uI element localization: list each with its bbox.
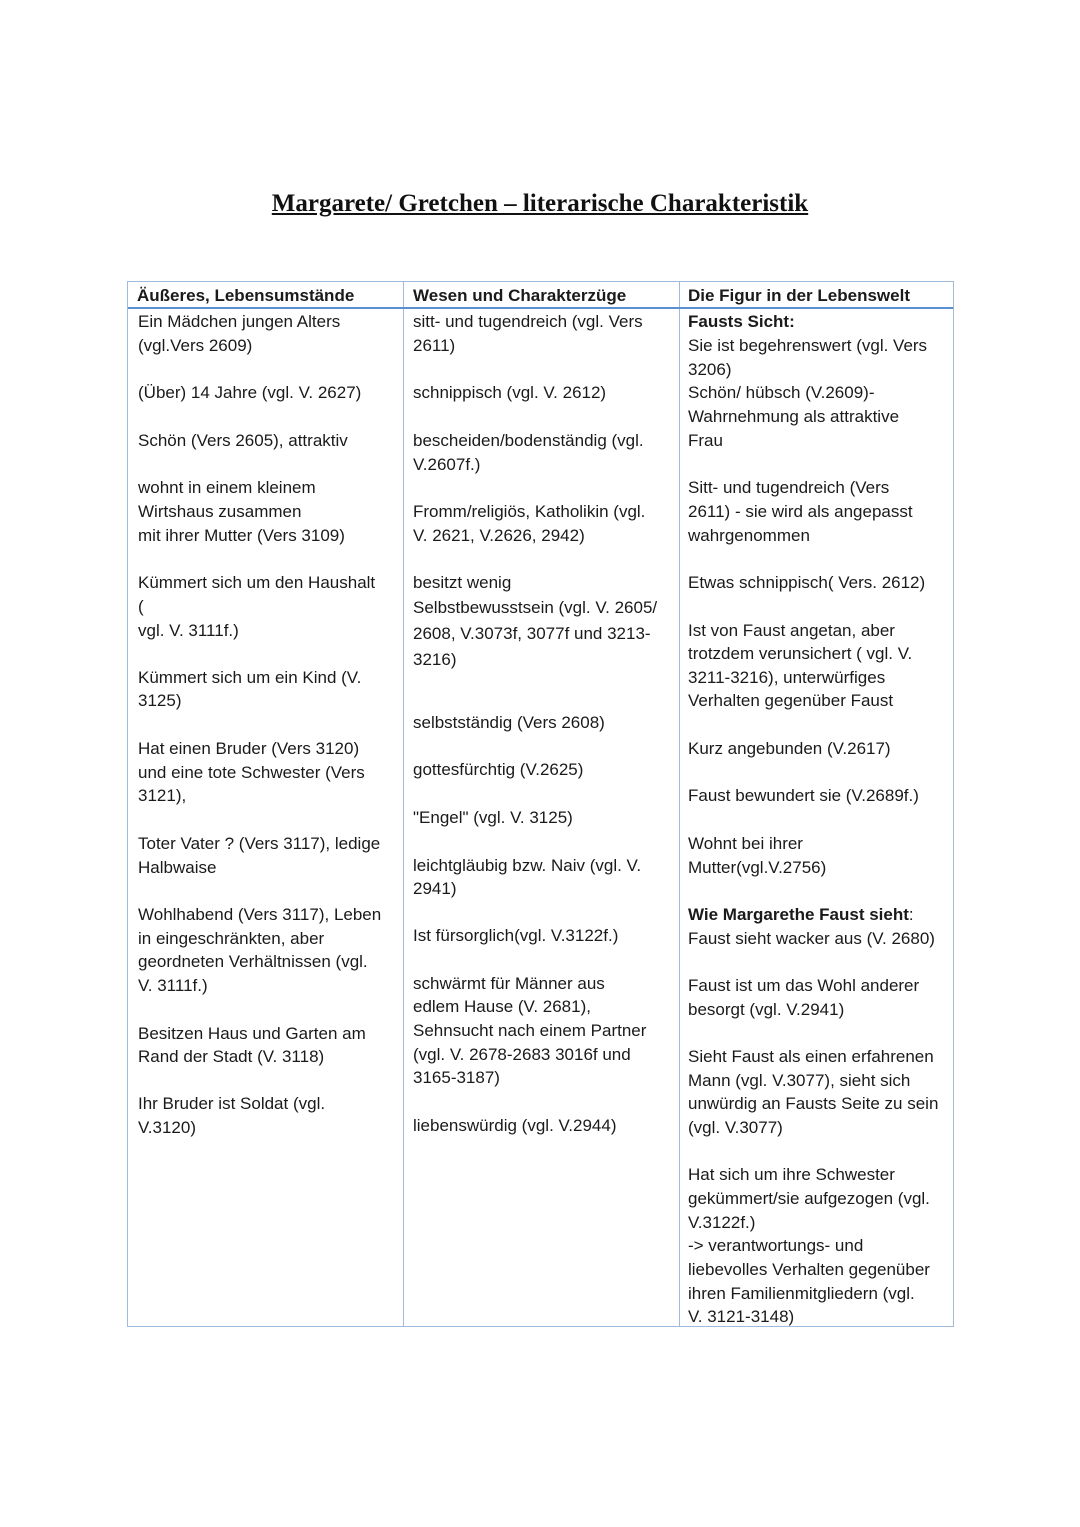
col3-line: V.3122f.) <box>688 1213 756 1232</box>
col2-line: 3165-3187) <box>413 1068 500 1087</box>
col2-line: (vgl. V. 2678-2683 3016f und <box>413 1045 631 1064</box>
col2-line: 2608, V.3073f, 3077f und 3213- <box>413 624 651 643</box>
col1-line: Toter Vater ? (Vers 3117), ledige <box>138 834 381 853</box>
col3-line: 3211-3216), unterwürfiges <box>688 668 886 687</box>
col2-line: 2941) <box>413 879 457 898</box>
col3-line: Sie ist begehrenswert (vgl. Vers <box>688 336 928 355</box>
col3-line: Schön/ hübsch (V.2609)- <box>688 383 875 402</box>
col1-line: 3125) <box>138 691 182 710</box>
col3-subheading: Wie Margarethe Faust sieht <box>688 905 909 924</box>
col1-line: Hat einen Bruder (Vers 3120) <box>138 739 360 758</box>
col2-line: "Engel" (vgl. V. 3125) <box>413 808 573 827</box>
col3-line: trotzdem verunsichert ( vgl. V. <box>688 644 913 663</box>
col2-line: gottesfürchtig (V.2625) <box>413 760 584 779</box>
col3-subheading: Fausts Sicht: <box>688 312 795 331</box>
header-cell-lifeworld: Die Figur in der Lebenswelt <box>688 286 910 305</box>
col3-line: Faust ist um das Wohl anderer <box>688 976 920 995</box>
col3-line: Wahrnehmung als attraktive <box>688 407 900 426</box>
col3-line: Etwas schnippisch( Vers. 2612) <box>688 573 926 592</box>
col3-line: Sieht Faust als einen erfahrenen <box>688 1047 934 1066</box>
col2-line: schnippisch (vgl. V. 2612) <box>413 383 607 402</box>
col2-line: 2611) <box>413 336 456 355</box>
col3-line: Sitt- und tugendreich (Vers <box>688 478 890 497</box>
col1-line: ( <box>138 597 144 616</box>
col1-line: Ihr Bruder ist Soldat (vgl. <box>138 1094 326 1113</box>
col1-line: (vgl.Vers 2609) <box>138 336 253 355</box>
col2-line: sitt- und tugendreich (vgl. Vers <box>413 312 643 331</box>
col3-line: gekümmert/sie aufgezogen (vgl. <box>688 1189 930 1208</box>
header-cell-traits: Wesen und Charakterzüge <box>413 286 627 305</box>
col3-line: liebevolles Verhalten gegenüber <box>688 1260 930 1279</box>
col1-line: Halbwaise <box>138 858 217 877</box>
col2-line: leichtgläubig bzw. Naiv (vgl. V. <box>413 856 642 875</box>
col1-line: Schön (Vers 2605), attraktiv <box>138 431 348 450</box>
col3-line: wahrgenommen <box>688 526 810 545</box>
col3-line: Frau <box>688 431 723 450</box>
col3-line: (vgl. V.3077) <box>688 1118 783 1137</box>
col2-line: liebenswürdig (vgl. V.2944) <box>413 1116 617 1135</box>
col1-line: Kümmert sich um ein Kind (V. <box>138 668 362 687</box>
col3-line: Wohnt bei ihrer <box>688 834 803 853</box>
header-rule <box>128 307 953 309</box>
col3-line: ihren Familienmitgliedern (vgl. <box>688 1284 915 1303</box>
col3-line: 2611) - sie wird als angepasst <box>688 502 913 521</box>
col1-line: V. 3111f.) <box>138 976 208 995</box>
col1-line: Besitzen Haus und Garten am <box>138 1024 366 1043</box>
col3-line: Ist von Faust angetan, aber <box>688 621 895 640</box>
col2-line: V.2607f.) <box>413 455 481 474</box>
col1-line: V.3120) <box>138 1118 196 1137</box>
col3-line: V. 3121-3148) <box>688 1307 795 1326</box>
col3-line: unwürdig an Fausts Seite zu sein <box>688 1094 939 1113</box>
col3-line: Faust sieht wacker aus (V. 2680) <box>688 929 935 948</box>
col3-line: Mann (vgl. V.3077), sieht sich <box>688 1071 911 1090</box>
col1-line: Wohlhabend (Vers 3117), Leben <box>138 905 382 924</box>
col2-line: Fromm/religiös, Katholikin (vgl. <box>413 502 646 521</box>
col2-line: Ist fürsorglich(vgl. V.3122f.) <box>413 926 619 945</box>
col3-line: Faust bewundert sie (V.2689f.) <box>688 786 919 805</box>
characteristics-table <box>127 281 954 1327</box>
page-title: Margarete/ Gretchen – literarische Charakteristik <box>271 190 809 217</box>
col2-line: V. 2621, V.2626, 2942) <box>413 526 585 545</box>
col3-line: -> verantwortungs- und <box>688 1236 864 1255</box>
header-cell-appearance: Äußeres, Lebensumstände <box>137 286 355 305</box>
col3-line: 3206) <box>688 360 732 379</box>
column-divider <box>403 282 404 1326</box>
col2-line: edlem Hause (V. 2681), <box>413 997 591 1016</box>
col1-line: wohnt in einem kleinem <box>138 478 316 497</box>
col2-line: bescheiden/bodenständig (vgl. <box>413 431 644 450</box>
col3-line: besorgt (vgl. V.2941) <box>688 1000 845 1019</box>
col1-line: mit ihrer Mutter (Vers 3109) <box>138 526 345 545</box>
col1-line: 3121), <box>138 786 187 805</box>
col3-subheading-line <box>688 903 914 927</box>
col1-line: vgl. V. 3111f.) <box>138 621 239 640</box>
col1-line: Rand der Stadt (V. 3118) <box>138 1047 325 1066</box>
col2-line: selbstständig (Vers 2608) <box>413 713 605 732</box>
col3-line: Hat sich um ihre Schwester <box>688 1165 895 1184</box>
col3-line: Verhalten gegenüber Faust <box>688 691 894 710</box>
col1-line: Wirtshaus zusammen <box>138 502 302 521</box>
col1-line: und eine tote Schwester (Vers <box>138 763 365 782</box>
col2-line: besitzt wenig <box>413 573 512 592</box>
col2-line: Sehnsucht nach einem Partner <box>413 1021 647 1040</box>
col1-line: in eingeschränkten, aber <box>138 929 325 948</box>
col2-line: 3216) <box>413 650 457 669</box>
col3-line: Kurz angebunden (V.2617) <box>688 739 891 758</box>
column-divider <box>679 282 680 1326</box>
col2-line: Selbstbewusstsein (vgl. V. 2605/ <box>413 598 658 617</box>
col3-subheading-colon: : <box>908 905 914 924</box>
col3-line: Mutter(vgl.V.2756) <box>688 858 827 877</box>
col1-line: geordneten Verhältnissen (vgl. <box>138 952 368 971</box>
col1-line: Kümmert sich um den Haushalt <box>138 573 376 592</box>
col1-line: Ein Mädchen jungen Alters <box>138 312 341 331</box>
col1-line: (Über) 14 Jahre (vgl. V. 2627) <box>138 383 362 402</box>
col2-line: schwärmt für Männer aus <box>413 974 605 993</box>
